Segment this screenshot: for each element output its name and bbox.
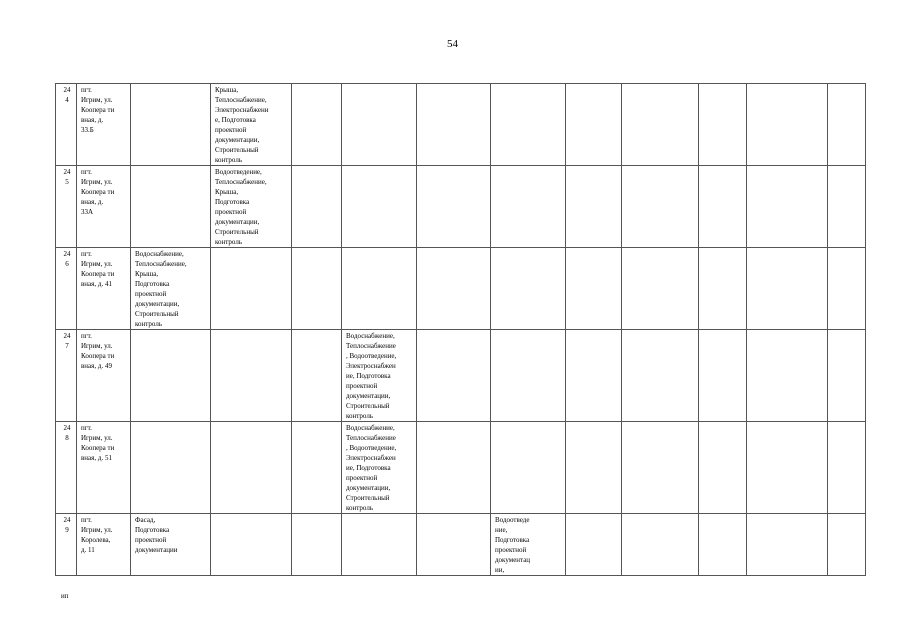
work-type-cell <box>417 422 491 514</box>
table-row <box>56 422 866 514</box>
work-type-cell <box>747 330 828 422</box>
table-row <box>56 84 866 166</box>
work-type-cell-text: Водоснабжение, Теплоснабжение , Водоотведение, Электроснабжен ие, Подготовка проектной документации, Строительный контроль <box>346 424 397 512</box>
work-type-cell-text: Водоотведение, Теплоснабжение, Крыша, Подготовка проектной документации, Строительный контроль <box>215 168 267 246</box>
work-type-cell-text: Крыша, Теплоснабжение, Электроснабжени е, Подготовка проектной документации, Строительный контроль <box>215 86 269 164</box>
work-type-cell <box>342 166 417 248</box>
work-type-cell <box>828 166 866 248</box>
work-type-cell <box>491 248 566 330</box>
work-type-cell <box>417 248 491 330</box>
work-type-cell <box>211 330 292 422</box>
work-type-cell <box>491 330 566 422</box>
work-type-cell <box>747 422 828 514</box>
row-number-cell-text: 24 8 <box>63 424 71 442</box>
work-type-cell-text: Водоотведе ние, Подготовка проектной документац ии, <box>495 516 531 574</box>
work-type-cell <box>131 330 211 422</box>
work-type-cell <box>747 166 828 248</box>
work-type-cell <box>747 514 828 576</box>
work-type-cell <box>622 248 699 330</box>
work-type-cell <box>211 248 292 330</box>
work-type-cell <box>622 422 699 514</box>
work-type-cell <box>566 422 622 514</box>
row-number-cell <box>56 166 77 248</box>
work-type-cell <box>292 248 342 330</box>
address-cell-text: пгт. Игрим, ул. Коопера ти вная, д. 51 <box>81 424 115 462</box>
work-type-cell <box>342 514 417 576</box>
work-type-cell <box>417 514 491 576</box>
work-type-cell <box>211 422 292 514</box>
work-type-cell <box>131 422 211 514</box>
work-type-cell-text: Водоснабжение, Теплоснабжение , Водоотведение, Электроснабжен ие, Подготовка проектной документации, Строительный контроль <box>346 332 397 420</box>
work-type-cell <box>342 422 417 514</box>
work-type-cell <box>131 166 211 248</box>
row-number-cell-text: 24 4 <box>63 86 71 104</box>
table-row <box>56 330 866 422</box>
address-cell-text: пгт. Игрим, ул. Коопера ти вная, д. 49 <box>81 332 115 370</box>
work-type-cell <box>622 166 699 248</box>
row-number-cell-text: 24 9 <box>63 516 71 534</box>
work-type-cell <box>211 514 292 576</box>
table-body <box>56 84 866 576</box>
address-cell <box>77 514 131 576</box>
work-type-cell <box>417 330 491 422</box>
table-row <box>56 248 866 330</box>
address-cell <box>77 248 131 330</box>
work-type-cell <box>699 514 747 576</box>
address-cell <box>77 422 131 514</box>
work-type-cell <box>211 84 292 166</box>
row-number-cell <box>56 330 77 422</box>
work-type-cell <box>699 330 747 422</box>
address-cell-text: пгт. Игрим, ул. Коопера ти вная, д. 41 <box>81 250 115 288</box>
work-type-cell <box>491 422 566 514</box>
work-type-cell <box>211 166 292 248</box>
work-type-cell-text: Фасад, Подготовка проектной документации <box>135 516 178 554</box>
work-type-cell <box>566 248 622 330</box>
work-type-cell <box>292 84 342 166</box>
work-type-cell <box>342 84 417 166</box>
work-type-cell <box>566 514 622 576</box>
row-number-cell <box>56 84 77 166</box>
work-type-cell <box>292 514 342 576</box>
work-type-cell <box>622 514 699 576</box>
work-type-cell <box>417 84 491 166</box>
row-number-cell-text: 24 7 <box>63 332 71 350</box>
address-cell-text: пгт. Игрим, ул. Коопера ти вная, д. 33А <box>81 168 115 216</box>
work-type-cell <box>747 84 828 166</box>
row-number-cell <box>56 422 77 514</box>
work-type-cell <box>131 514 211 576</box>
work-type-cell <box>828 422 866 514</box>
work-type-cell <box>131 84 211 166</box>
work-type-cell <box>699 422 747 514</box>
address-cell-text: пгт. Игрим, ул. Королева, д. 11 <box>81 516 113 554</box>
work-type-cell <box>747 248 828 330</box>
address-cell-text: пгт. Игрим, ул. Коопера ти вная, д. 33.Б <box>81 86 115 134</box>
footer-mark: ип <box>61 592 69 600</box>
row-number-cell <box>56 248 77 330</box>
row-number-cell <box>56 514 77 576</box>
row-number-cell-text: 24 5 <box>63 168 71 186</box>
work-type-cell <box>491 514 566 576</box>
page-number: 54 <box>447 38 458 50</box>
work-type-cell <box>828 248 866 330</box>
work-type-cell <box>699 84 747 166</box>
work-type-cell <box>292 330 342 422</box>
row-number-cell-text: 24 6 <box>63 250 71 268</box>
work-type-cell <box>342 330 417 422</box>
work-type-cell-text: Водоснабжение, Теплоснабжение, Крыша, Подготовка проектной документации, Строительный контроль <box>135 250 187 328</box>
work-type-cell <box>828 84 866 166</box>
work-type-cell <box>566 166 622 248</box>
work-type-cell <box>622 330 699 422</box>
work-type-cell <box>131 248 211 330</box>
address-cell <box>77 330 131 422</box>
work-type-cell <box>699 166 747 248</box>
work-type-cell <box>417 166 491 248</box>
table-row <box>56 514 866 576</box>
address-cell <box>77 166 131 248</box>
work-type-cell <box>491 166 566 248</box>
work-type-cell <box>828 330 866 422</box>
work-type-cell <box>292 166 342 248</box>
work-type-cell <box>828 514 866 576</box>
work-type-cell <box>292 422 342 514</box>
work-type-cell <box>566 330 622 422</box>
work-type-cell <box>699 248 747 330</box>
work-type-cell <box>491 84 566 166</box>
work-type-cell <box>342 248 417 330</box>
capital-repair-table <box>55 83 866 576</box>
work-type-cell <box>566 84 622 166</box>
table-row <box>56 166 866 248</box>
work-type-cell <box>622 84 699 166</box>
address-cell <box>77 84 131 166</box>
